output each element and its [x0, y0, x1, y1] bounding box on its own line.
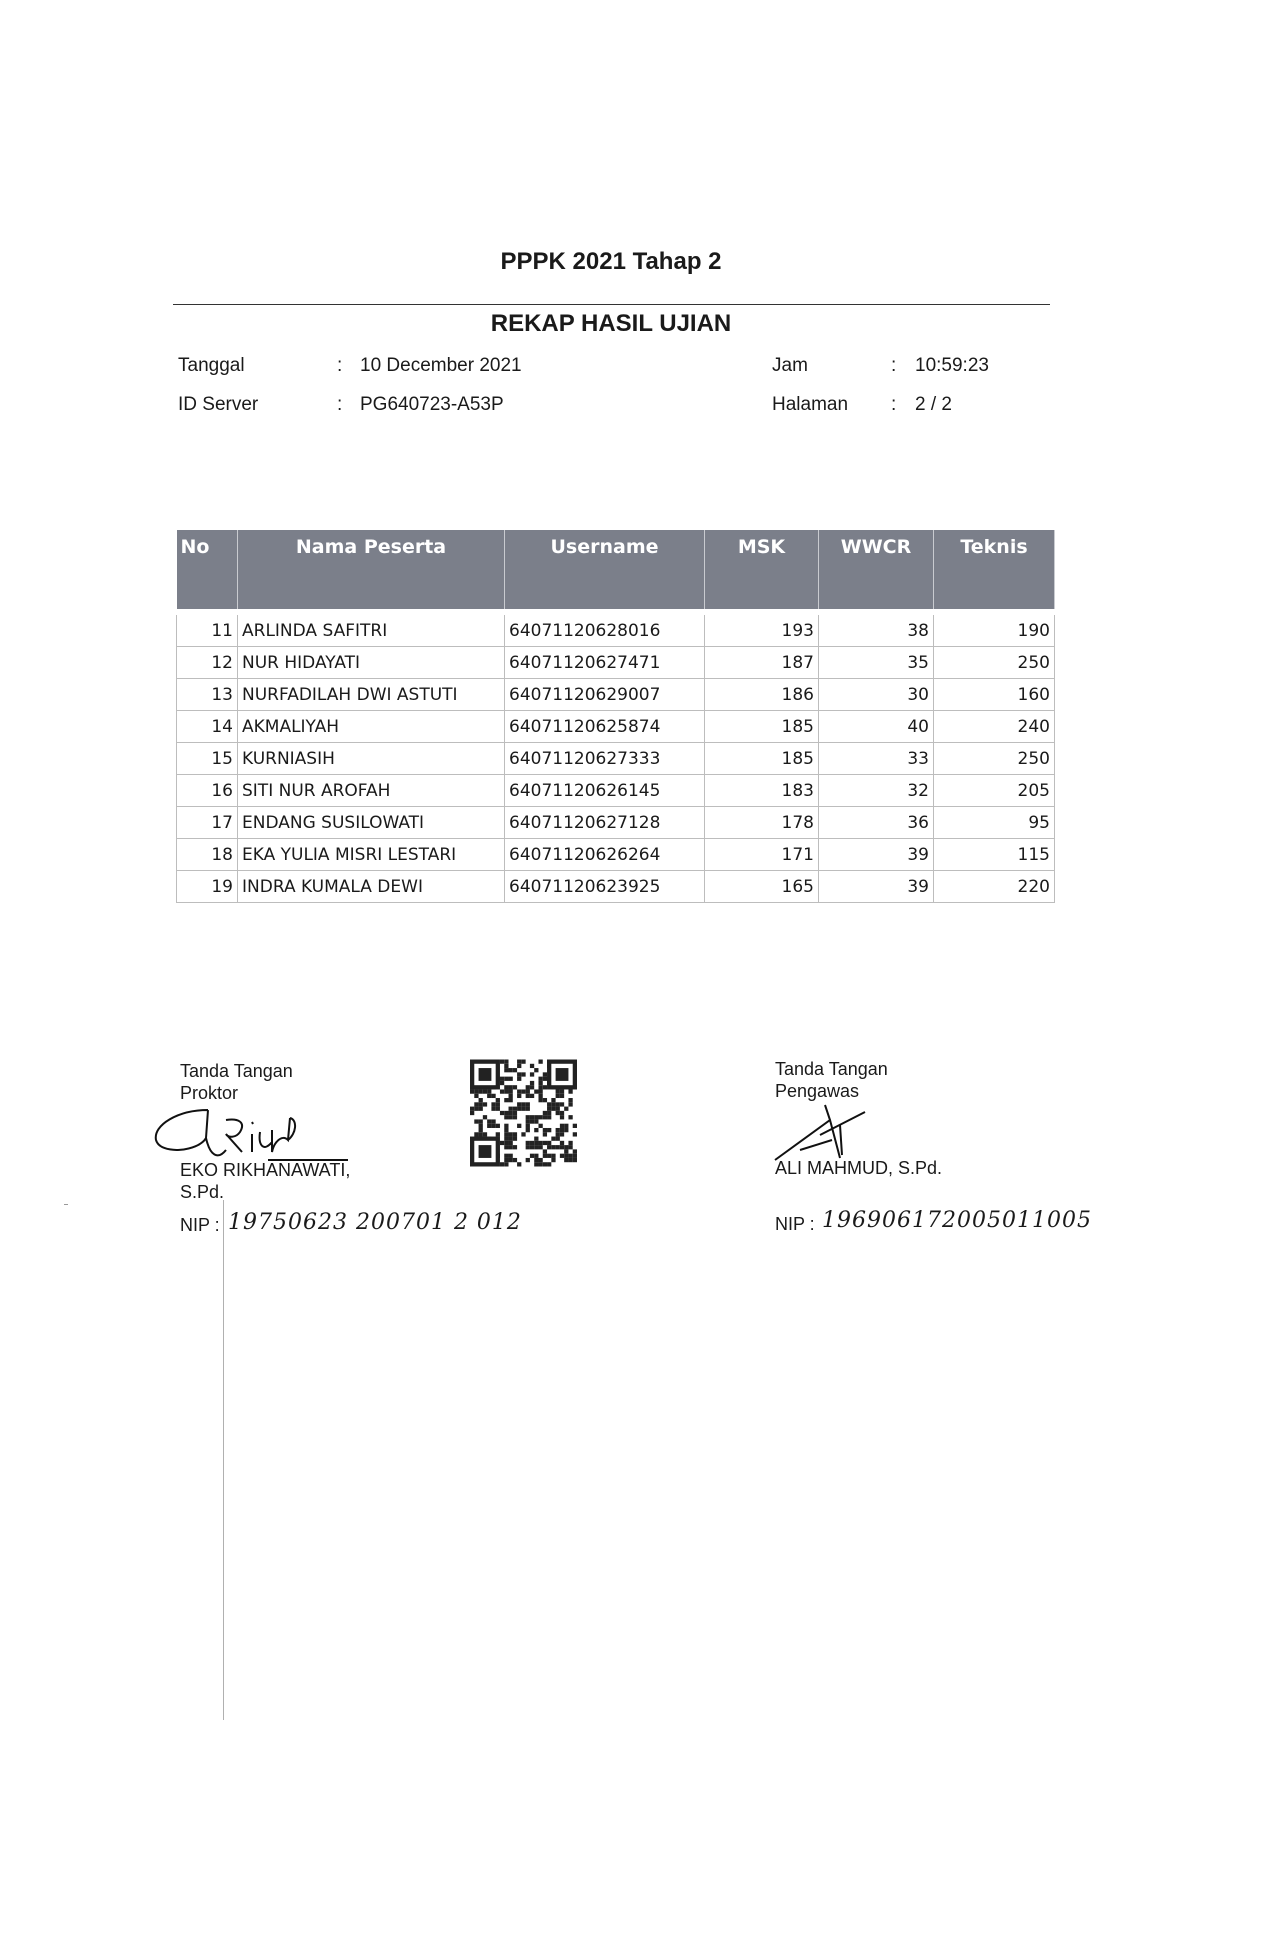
proktor-name: EKO RIKHANAWATI, [180, 1160, 351, 1180]
cell-no: 11 [177, 612, 238, 647]
cell-wwcr: 39 [819, 871, 934, 903]
cell-name: EKA YULIA MISRI LESTARI [238, 839, 505, 871]
cell-msk: 187 [705, 647, 819, 679]
cell-no: 14 [177, 711, 238, 743]
cell-username: 64071120627333 [505, 743, 705, 775]
cell-username: 64071120628016 [505, 612, 705, 647]
document-subtitle: REKAP HASIL UJIAN [490, 310, 732, 337]
cell-msk: 186 [705, 679, 819, 711]
cell-teknis: 250 [934, 743, 1055, 775]
col-msk-header: MSK [705, 530, 819, 612]
table-row [177, 647, 1055, 679]
proktor-role: Proktor [180, 1083, 239, 1103]
jam-label: Jam [772, 355, 808, 376]
proktor-label: Tanda Tangan [180, 1061, 293, 1081]
cell-username: 64071120625874 [505, 711, 705, 743]
proktor-nip-value: 19750623 200701 2 012 [228, 1210, 522, 1235]
halaman-colon: : [891, 394, 897, 415]
proktor-degree: S.Pd. [180, 1182, 225, 1202]
pengawas-name: ALI MAHMUD, S.Pd. [775, 1158, 943, 1178]
qr-code [470, 1058, 577, 1168]
jam-colon: : [891, 355, 897, 376]
cell-teknis: 205 [934, 775, 1055, 807]
cell-msk: 185 [705, 711, 819, 743]
cell-teknis: 115 [934, 839, 1055, 871]
halaman-value: 2 / 2 [915, 394, 952, 415]
cell-name: ARLINDA SAFITRI [238, 612, 505, 647]
table-row [177, 807, 1055, 839]
cell-msk: 193 [705, 612, 819, 647]
document-title: PPPK 2021 Tahap 2 [500, 248, 722, 275]
cell-no: 16 [177, 775, 238, 807]
tanggal-colon: : [337, 355, 343, 376]
table-row [177, 679, 1055, 711]
cell-username: 64071120626264 [505, 839, 705, 871]
cell-no: 12 [177, 647, 238, 679]
results-table [176, 530, 1055, 903]
cell-name: INDRA KUMALA DEWI [238, 871, 505, 903]
col-username-header: Username [505, 530, 705, 612]
col-wwcr-header: WWCR [819, 530, 934, 612]
cell-teknis: 240 [934, 711, 1055, 743]
cell-msk: 183 [705, 775, 819, 807]
cell-name: ENDANG SUSILOWATI [238, 807, 505, 839]
halaman-label: Halaman [772, 394, 849, 415]
scan-artifact-tick [64, 1204, 68, 1205]
cell-wwcr: 38 [819, 612, 934, 647]
scan-artifact-line [223, 1200, 224, 1720]
table-row [177, 775, 1055, 807]
cell-teknis: 160 [934, 679, 1055, 711]
cell-msk: 171 [705, 839, 819, 871]
cell-username: 64071120623925 [505, 871, 705, 903]
cell-wwcr: 36 [819, 807, 934, 839]
cell-teknis: 220 [934, 871, 1055, 903]
server-value: PG640723-A53P [360, 394, 504, 415]
cell-wwcr: 33 [819, 743, 934, 775]
cell-no: 18 [177, 839, 238, 871]
table-row [177, 612, 1055, 647]
table-header-row [177, 530, 1055, 612]
cell-username: 64071120627128 [505, 807, 705, 839]
tanggal-label: Tanggal [178, 355, 245, 376]
cell-no: 19 [177, 871, 238, 903]
cell-wwcr: 30 [819, 679, 934, 711]
col-no-header: No [177, 530, 238, 612]
title-divider [173, 304, 1050, 305]
cell-name: SITI NUR AROFAH [238, 775, 505, 807]
cell-no: 15 [177, 743, 238, 775]
table-row [177, 711, 1055, 743]
col-teknis-header: Teknis [934, 530, 1055, 612]
table-row [177, 839, 1055, 871]
pengawas-nip-value: 196906172005011005 [822, 1208, 1092, 1233]
proktor-signature [148, 1090, 348, 1170]
jam-value: 10:59:23 [915, 355, 989, 376]
cell-msk: 185 [705, 743, 819, 775]
cell-no: 17 [177, 807, 238, 839]
pengawas-label: Tanda Tangan [775, 1059, 888, 1079]
server-colon: : [337, 394, 343, 415]
pengawas-nip-label: NIP : [775, 1214, 815, 1234]
cell-name: KURNIASIH [238, 743, 505, 775]
cell-teknis: 95 [934, 807, 1055, 839]
pengawas-role: Pengawas [775, 1081, 860, 1101]
table-row [177, 743, 1055, 775]
table-row [177, 871, 1055, 903]
cell-name: AKMALIYAH [238, 711, 505, 743]
cell-username: 64071120629007 [505, 679, 705, 711]
cell-msk: 178 [705, 807, 819, 839]
cell-wwcr: 32 [819, 775, 934, 807]
cell-teknis: 250 [934, 647, 1055, 679]
cell-msk: 165 [705, 871, 819, 903]
cell-name: NURFADILAH DWI ASTUTI [238, 679, 505, 711]
cell-wwcr: 40 [819, 711, 934, 743]
cell-name: NUR HIDAYATI [238, 647, 505, 679]
cell-wwcr: 35 [819, 647, 934, 679]
cell-username: 64071120626145 [505, 775, 705, 807]
col-name-header: Nama Peserta [238, 530, 505, 612]
proktor-nip-label: NIP : [180, 1215, 220, 1235]
server-label: ID Server [178, 394, 259, 415]
cell-wwcr: 39 [819, 839, 934, 871]
cell-teknis: 190 [934, 612, 1055, 647]
tanggal-value: 10 December 2021 [360, 355, 522, 376]
cell-username: 64071120627471 [505, 647, 705, 679]
cell-no: 13 [177, 679, 238, 711]
